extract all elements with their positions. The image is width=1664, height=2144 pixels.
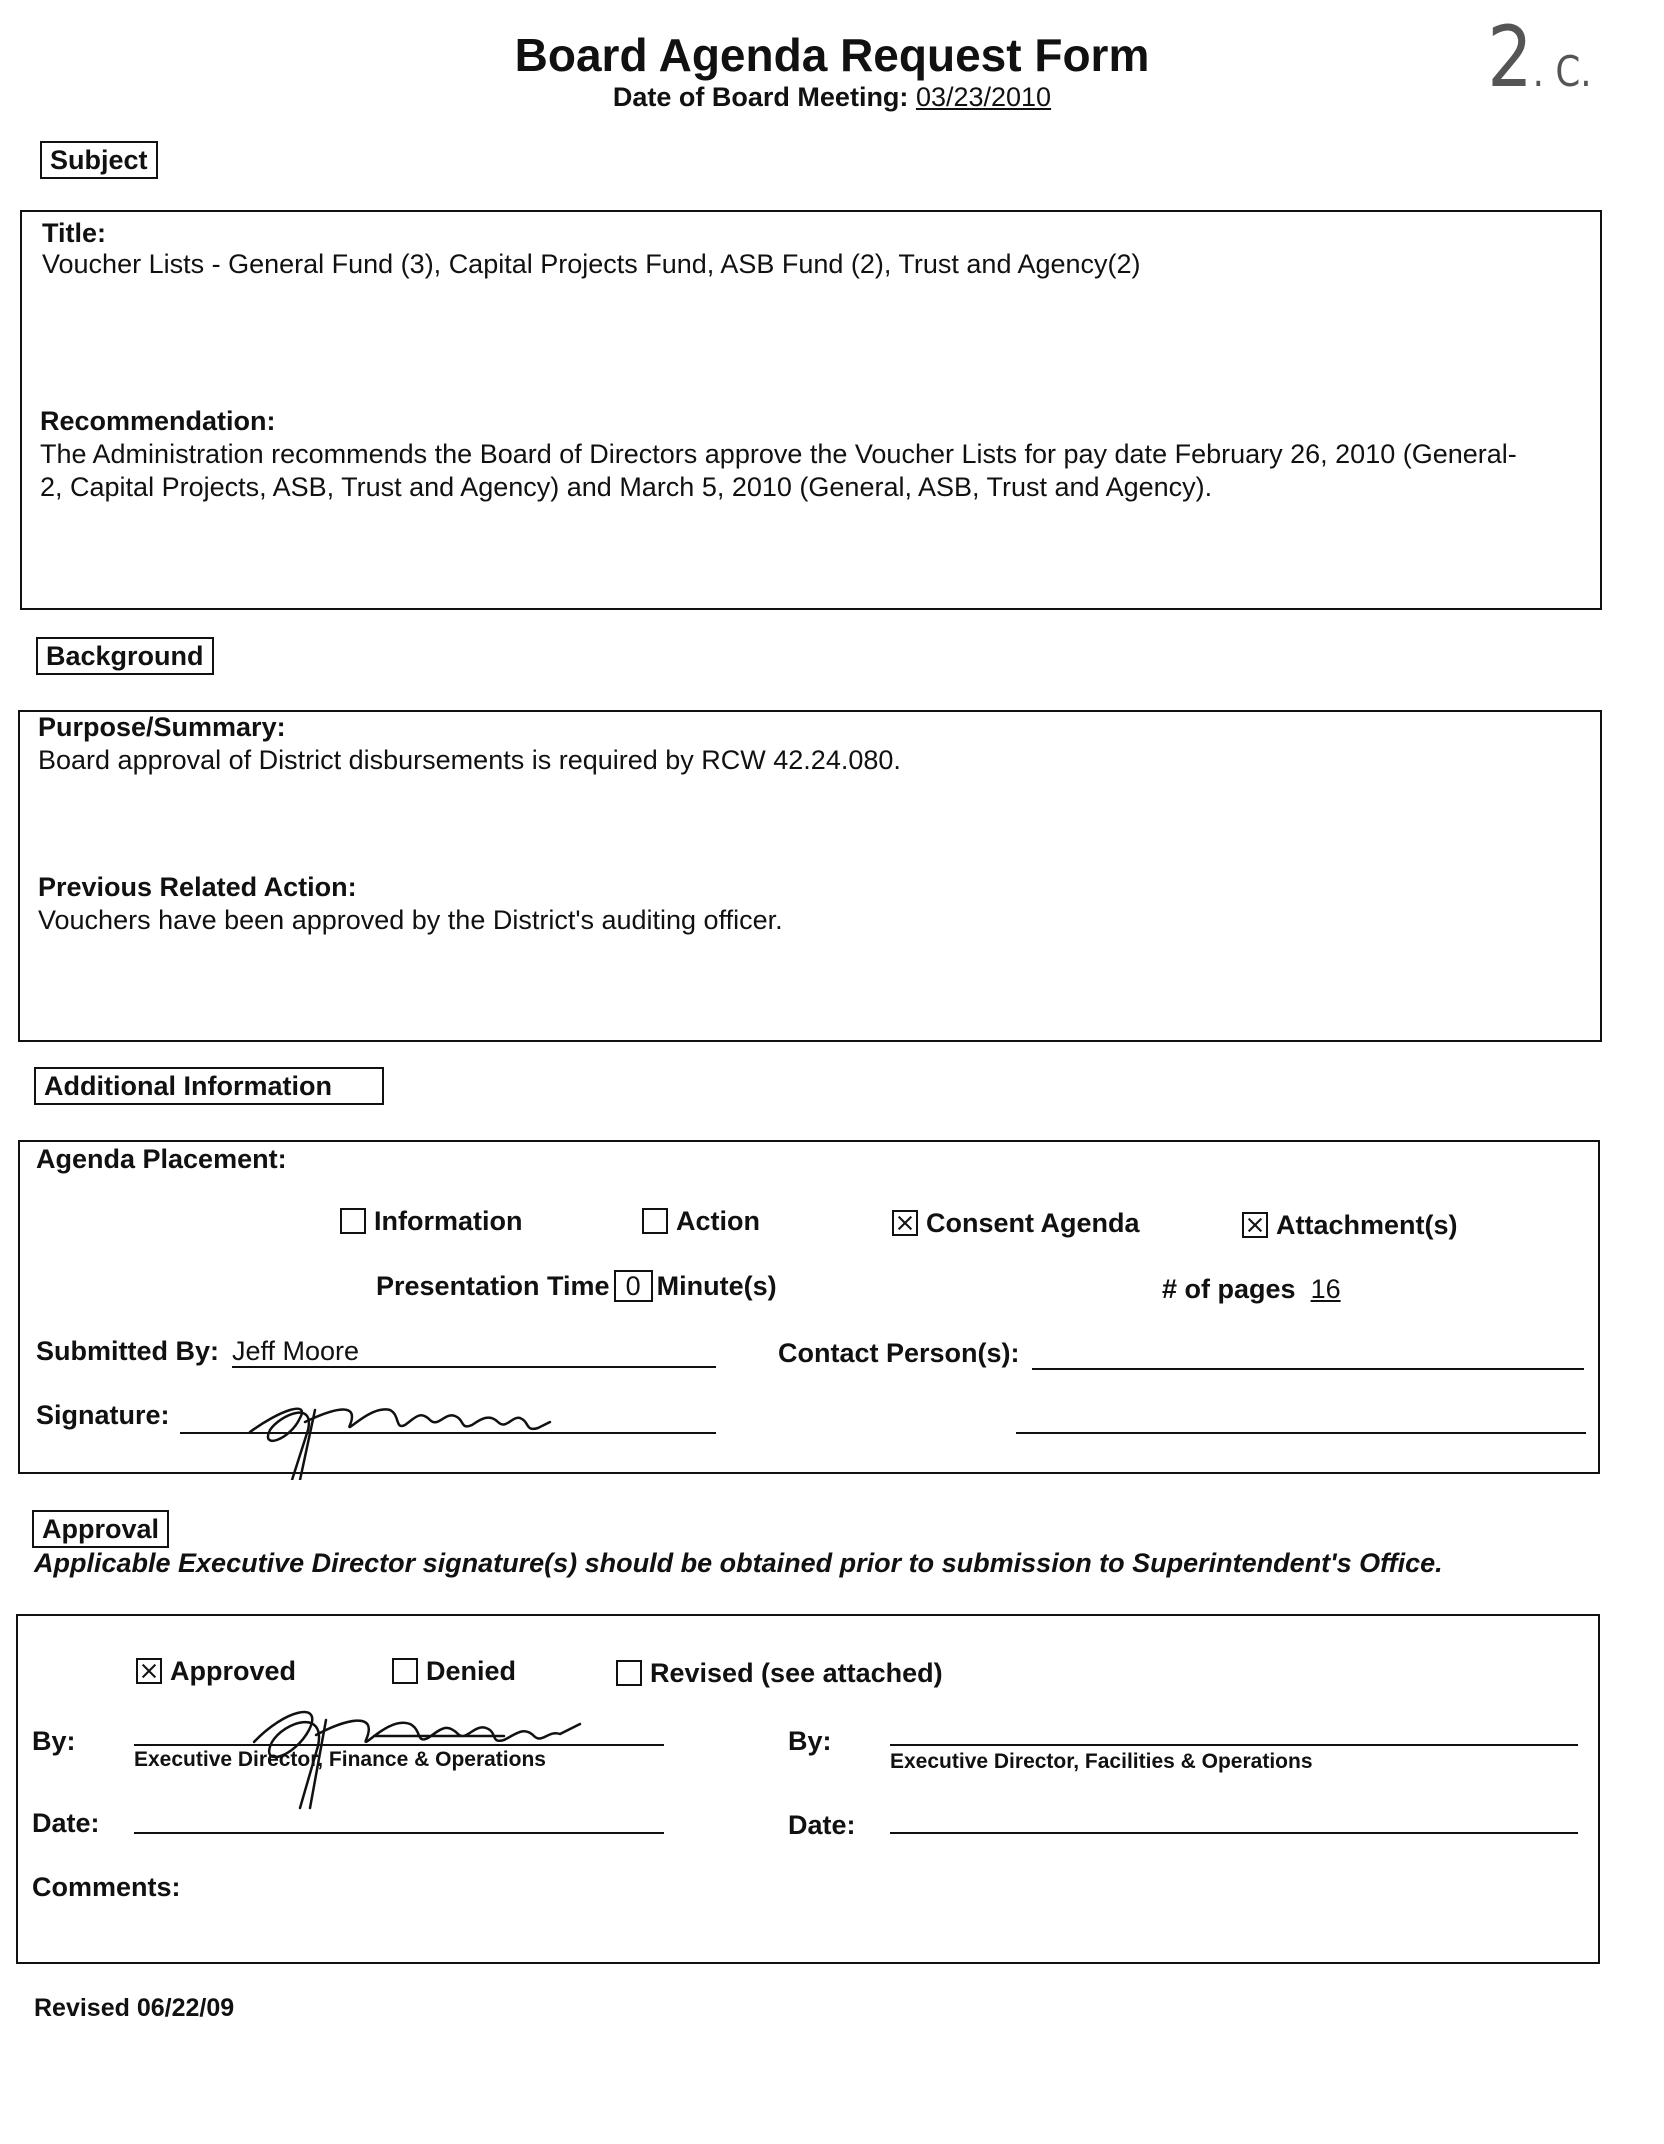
contact-person-label: Contact Person(s): <box>778 1338 1020 1368</box>
action-label: Action <box>676 1206 760 1236</box>
comments-label: Comments: <box>32 1872 181 1902</box>
information-label: Information <box>374 1206 523 1236</box>
handwritten-signature-approval <box>214 1680 594 1810</box>
previous-action-text: Vouchers have been approved by the District's auditing officer. <box>38 905 783 935</box>
background-box <box>18 710 1602 1042</box>
revised-checkbox[interactable] <box>616 1660 642 1686</box>
handwritten-item-number <box>1487 8 1591 106</box>
action-checkbox[interactable] <box>642 1208 668 1234</box>
previous-action-label: Previous Related Action: <box>38 872 357 902</box>
agenda-placement-label: Agenda Placement: <box>36 1144 287 1174</box>
signature-label: Signature: <box>36 1400 170 1430</box>
title-text: Voucher Lists - General Fund (3), Capital Projects Fund, ASB Fund (2), Trust and Agency(2) <box>42 249 1141 279</box>
presentation-time-unit: Minute(s) <box>656 1271 777 1301</box>
submitted-by-value: Jeff Moore <box>232 1336 360 1366</box>
meeting-date-label: Date of Board Meeting: <box>612 82 909 112</box>
recommendation-label: Recommendation: <box>40 406 276 436</box>
option-action[interactable] <box>642 1206 760 1237</box>
recommendation-line-2: 2, Capital Projects, ASB, Trust and Agency) and March 5, 2010 (General, ASB, Trust and Agency). <box>40 472 1213 502</box>
additional-info-tag: Additional Information <box>34 1067 384 1105</box>
subject-box <box>20 210 1602 610</box>
handwritten-note-suffix: . C. <box>1532 47 1592 96</box>
option-information[interactable] <box>340 1206 523 1237</box>
date-line-left[interactable] <box>134 1832 664 1834</box>
option-revised[interactable] <box>616 1658 943 1689</box>
denied-label: Denied <box>426 1656 517 1686</box>
consent-agenda-label: Consent Agenda <box>926 1208 1140 1238</box>
by-label-left: By: <box>32 1726 76 1756</box>
subject-tag: Subject <box>40 141 158 179</box>
additional-info-box <box>18 1140 1600 1474</box>
by-label-right: By: <box>788 1726 832 1756</box>
contact-person-line[interactable] <box>1032 1368 1584 1370</box>
background-tag: Background <box>36 637 214 675</box>
consent-agenda-checkbox-checked[interactable] <box>892 1210 918 1236</box>
title-label: Title: <box>42 218 107 248</box>
pages-label: # of pages <box>1162 1274 1296 1304</box>
submitted-by-label: Submitted By: <box>36 1336 220 1366</box>
information-checkbox[interactable] <box>340 1208 366 1234</box>
handwritten-note-main: 2 <box>1487 8 1533 106</box>
meeting-date-value: 03/23/2010 <box>915 82 1052 112</box>
revision-date: Revised 06/22/09 <box>34 1994 235 2022</box>
meeting-date-line <box>0 82 1664 113</box>
option-consent-agenda[interactable] <box>892 1208 1140 1239</box>
attachments-label: Attachment(s) <box>1276 1210 1458 1240</box>
approval-box <box>16 1614 1600 1964</box>
approval-tag: Approval <box>32 1510 169 1548</box>
right-role-caption: Executive Director, Facilities & Operations <box>890 1750 1313 1773</box>
date-label-left: Date: <box>32 1808 100 1838</box>
option-attachments[interactable] <box>1242 1210 1458 1241</box>
attachments-checkbox-checked[interactable] <box>1242 1212 1268 1238</box>
approved-checkbox-checked[interactable] <box>136 1658 162 1684</box>
contact-signature-line[interactable] <box>1016 1432 1586 1434</box>
presentation-time <box>376 1270 777 1302</box>
recommendation-line-1: The Administration recommends the Board of Directors approve the Voucher Lists for pay date February 26, 2010 (General- <box>40 439 1517 469</box>
presentation-time-field[interactable]: 0 <box>614 1270 653 1302</box>
approved-label: Approved <box>170 1656 297 1686</box>
by-line-right[interactable] <box>890 1744 1578 1746</box>
presentation-time-label: Presentation Time <box>376 1271 610 1301</box>
date-line-right[interactable] <box>890 1832 1578 1834</box>
approval-note: Applicable Executive Director signature(s) should be obtained prior to submission to Superintendent's Office. <box>34 1548 1443 1578</box>
date-label-right: Date: <box>788 1810 856 1840</box>
pages-value: 16 <box>1310 1274 1341 1304</box>
purpose-label: Purpose/Summary: <box>38 712 286 742</box>
submitted-by-line <box>232 1366 716 1368</box>
form-title: Board Agenda Request Form <box>514 29 1150 81</box>
revised-label: Revised (see attached) <box>650 1658 943 1688</box>
handwritten-signature-submitted <box>220 1370 580 1480</box>
purpose-text: Board approval of District disbursements is required by RCW 42.24.080. <box>38 745 901 775</box>
left-role-caption: Executive Director, Finance & Operations <box>134 1748 546 1771</box>
pages-count <box>1162 1274 1341 1305</box>
